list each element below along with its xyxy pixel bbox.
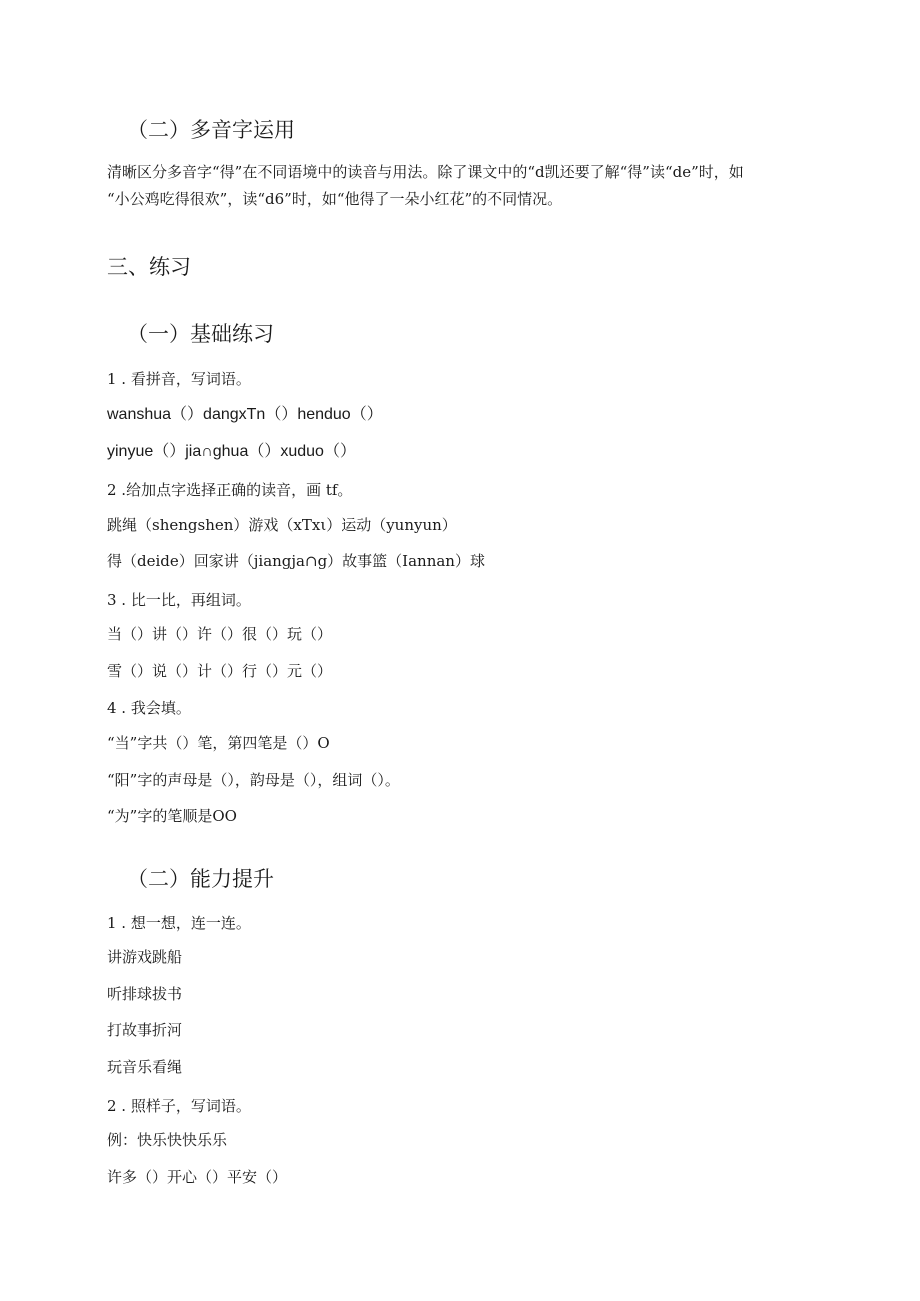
ability-question-2: 2 . 照样子，写词语。 [107,1097,251,1115]
question-3-line-1: 当（）讲（）许（）很（）玩（） [107,625,333,643]
question-3: 3 . 比一比，再组词。 [107,591,251,609]
match-row-1: 讲游戏跳船 [107,948,183,966]
match-row-3: 打故事折河 [107,1021,183,1039]
question-1-line-2: yinyue（）jia∩ghua（）xuduo（） [107,443,356,460]
question-1: 1 . 看拼音，写词语。 [107,370,251,388]
fill-line: 许多（）开心（）平安（） [107,1168,288,1186]
ability-question-1: 1 . 想一想，连一连。 [107,914,251,932]
question-2-line-2: 得（deide）回家讲（jiangja∩g）故事篮（Iannan）球 [107,552,485,570]
subsection-title-basic: （一）基础练习 [127,322,274,346]
question-4-line-3: “为”字的笔顺是OO [107,807,237,825]
question-1-line-1: wanshua（）dangxTn（）henduo（） [107,406,383,423]
question-3-line-2: 雪（）说（）计（）行（）元（） [107,662,333,680]
question-4-line-2: “阳”字的声母是（），韵母是（），组词（）。 [107,771,400,789]
paragraph-line-2: “小公鸡吃得很欢”，读“d6”时，如“他得了一朵小红花”的不同情况。 [107,190,563,208]
question-2: 2 .给加点字选择正确的读音，画 tf。 [107,481,353,499]
example-line: 例：快乐快快乐乐 [107,1131,228,1149]
match-row-4: 玩音乐看绳 [107,1058,183,1076]
section-title-exercises: 三、练习 [107,255,191,279]
question-4: 4 . 我会填。 [107,699,191,717]
question-4-line-1: “当”字共（）笔，第四笔是（）O [107,734,330,752]
question-2-line-1: 跳绳（shengshen）游戏（xTxι）运动（yunyun） [107,516,457,534]
subsection-title-ability: （二）能力提升 [127,867,274,891]
match-row-2: 听排球拔书 [107,985,183,1003]
section-title-polyphonic: （二）多音字运用 [127,118,295,142]
paragraph-line-1: 清晰区分多音字“得”在不同语境中的读音与用法。除了课文中的“d凯还要了解“得”读“de”时，如 [107,163,744,181]
